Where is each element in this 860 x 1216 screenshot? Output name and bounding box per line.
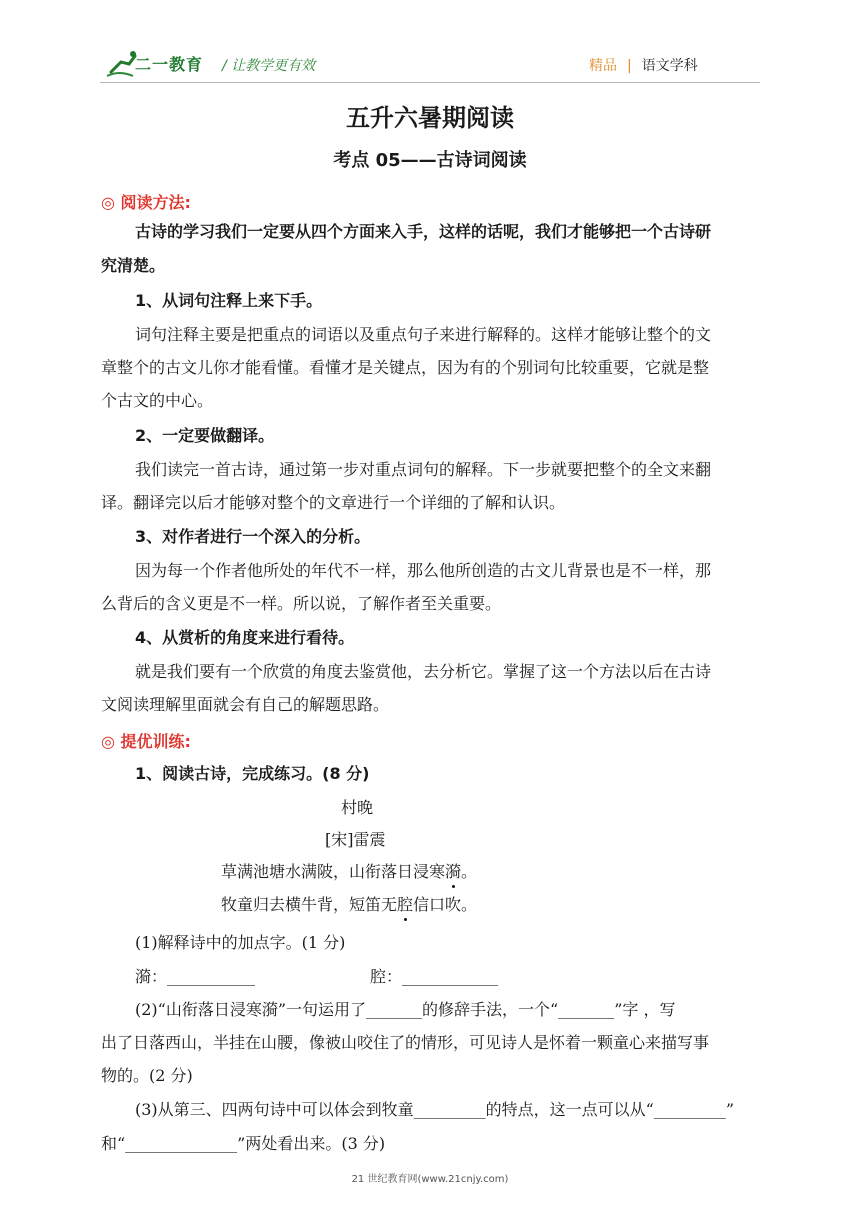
paragraph-line: 译。翻译完以后才能够对整个的文章进行一个详细的了解和认识。 (101, 493, 566, 512)
section-heading-training: ◎ 提优训练: (101, 732, 191, 751)
section-heading-method: ◎ 阅读方法: (101, 193, 191, 212)
point-title: 3、对作者进行一个深入的分析。 (135, 527, 371, 546)
dotted-character: 腔 (397, 895, 414, 914)
subject-label: 语文学科 (641, 58, 698, 74)
point-title: 2、一定要做翻译。 (135, 426, 275, 445)
brand-logo-text: 二一教育 (135, 55, 204, 74)
poem-line (221, 895, 477, 915)
header-separator: | (627, 58, 632, 74)
paragraph-line: 么背后的含义更是不一样。所以说，了解作者至关重要。 (101, 594, 502, 613)
page-footer: 21 世纪教育网(www.21cnjy.com) (351, 1174, 509, 1185)
paragraph-line: 我们读完一首古诗，通过第一步对重点词句的解释。下一步就要把整个的全文来翻 (135, 460, 712, 479)
intro-line: 古诗的学习我们一定要从四个方面来入手，这样的话呢，我们才能够把一个古诗研 (135, 222, 712, 241)
paragraph-line: 文阅读理解里面就会有自己的解题思路。 (101, 695, 390, 714)
intro-line: 究清楚。 (101, 256, 166, 275)
dotted-character: 漪 (445, 862, 462, 881)
poem-text: 。 (461, 862, 478, 881)
answer-blank-1[interactable]: 漪：___________ (135, 967, 256, 986)
header-divider (100, 82, 760, 83)
page-title: 五升六暑期阅读 (346, 104, 514, 132)
poem-text: 草满池塘水满陂，山衔落日浸寒 (221, 862, 446, 881)
brand-slogan: / 让教学更有效 (222, 58, 316, 74)
header-right (589, 55, 698, 75)
paragraph-line: 就是我们要有一个欣赏的角度去鉴赏他，去分析它。掌握了这一个方法以后在古诗 (135, 662, 712, 681)
sub-question-line: 物的。(2 分) (101, 1066, 193, 1085)
poem-line (221, 862, 477, 882)
page-subtitle: 考点 05——古诗词阅读 (333, 150, 527, 171)
sub-question-line: 出了日落西山，半挂在山腰，像被山咬住了的情形，可见诗人是怀着一颗童心来描写事 (101, 1033, 710, 1052)
point-title: 1、从词句注释上来下手。 (135, 291, 323, 310)
paragraph-line: 章整个的古文儿你才能看懂。看懂才是关键点，因为有的个别词句比较重要，它就是整 (101, 358, 710, 377)
sub-question: (1)解释诗中的加点字。(1 分) (135, 933, 346, 952)
poem-author: [宋]雷震 (325, 830, 386, 849)
poem-text: 牧童归去横牛背，短笛无 (221, 895, 398, 914)
sub-question: (2)“山衔落日浸寒漪”一句运用了_______的修辞手法，一个“_______”字 ，写 (135, 1000, 676, 1019)
paragraph-line: 因为每一个作者他所处的年代不一样，那么他所创造的古文儿背景也是不一样，那 (135, 561, 712, 580)
paragraph-line: 词句注释主要是把重点的词语以及重点句子来进行解释的。这样才能够让整个的文 (135, 325, 712, 344)
sub-question-line: 和“______________”两处看出来。(3 分) (101, 1134, 386, 1153)
point-title: 4、从赏析的角度来进行看待。 (135, 628, 355, 647)
poem-title: 村晚 (341, 798, 374, 817)
answer-blank-2[interactable]: 腔：____________ (370, 967, 499, 986)
question-title: 1、阅读古诗，完成练习。(8 分) (135, 764, 370, 783)
sub-question: (3)从第三、四两句诗中可以体会到牧童_________的特点，这一点可以从“_________” (135, 1100, 735, 1119)
paragraph-line: 个古文的中心。 (101, 391, 214, 410)
poem-text: 信口吹。 (413, 895, 478, 914)
premium-badge: 精品 (589, 58, 617, 74)
